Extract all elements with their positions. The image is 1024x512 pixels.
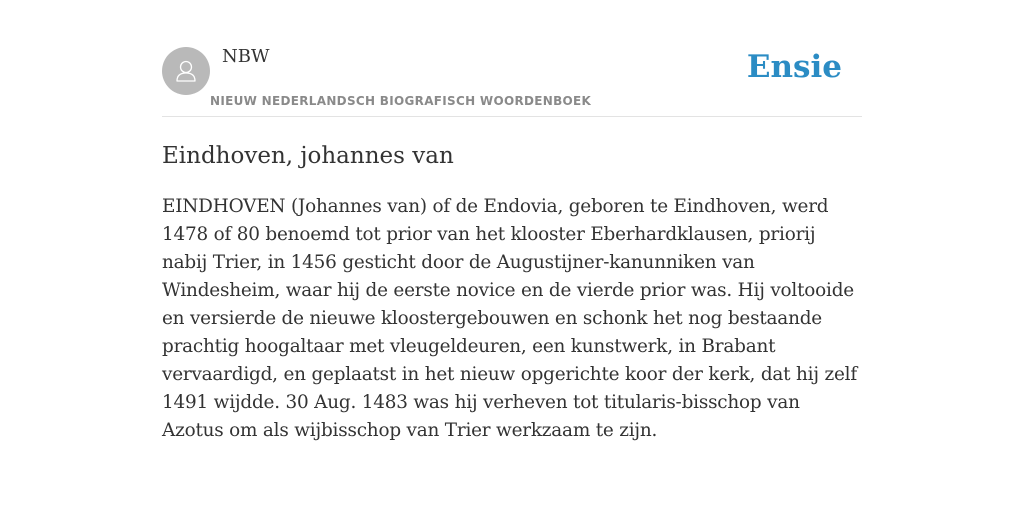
brand-logo[interactable]: Ensie <box>746 49 842 85</box>
avatar[interactable] <box>162 47 210 95</box>
entry-title: Eindhoven, johannes van <box>162 143 454 169</box>
page-header <box>162 0 862 117</box>
entry-body: EINDHOVEN (Johannes van) of de Endovia, geboren te Eindhoven, werd 1478 of 80 benoemd tot prior van het klooster Eberhardklausen, priorij nabij Trier, in 1456 gesticht door de Augustijner-kanunniken van Windesheim, waar hij de eerste novice en de vierde prior was. Hij voltooide en versierde de nieuwe kloostergebouwen en schonk het nog bestaande prachtig hoogaltaar met vleugeldeuren, een kunstwerk, in Brabant vervaardigd, en geplaatst in het nieuw opgerichte koor der kerk, dat hij zelf 1491 wijdde. 30 Aug. 1483 was hij verheven tot titularis-bisschop van Azotus om als wijbisschop van Trier werkzaam te zijn. <box>162 196 857 441</box>
user-icon <box>171 56 201 86</box>
source-abbreviation[interactable]: NBW <box>222 46 270 67</box>
page-content <box>162 0 862 445</box>
source-full-name: NIEUW NEDERLANDSCH BIOGRAFISCH WOORDENBOEK <box>210 94 592 108</box>
